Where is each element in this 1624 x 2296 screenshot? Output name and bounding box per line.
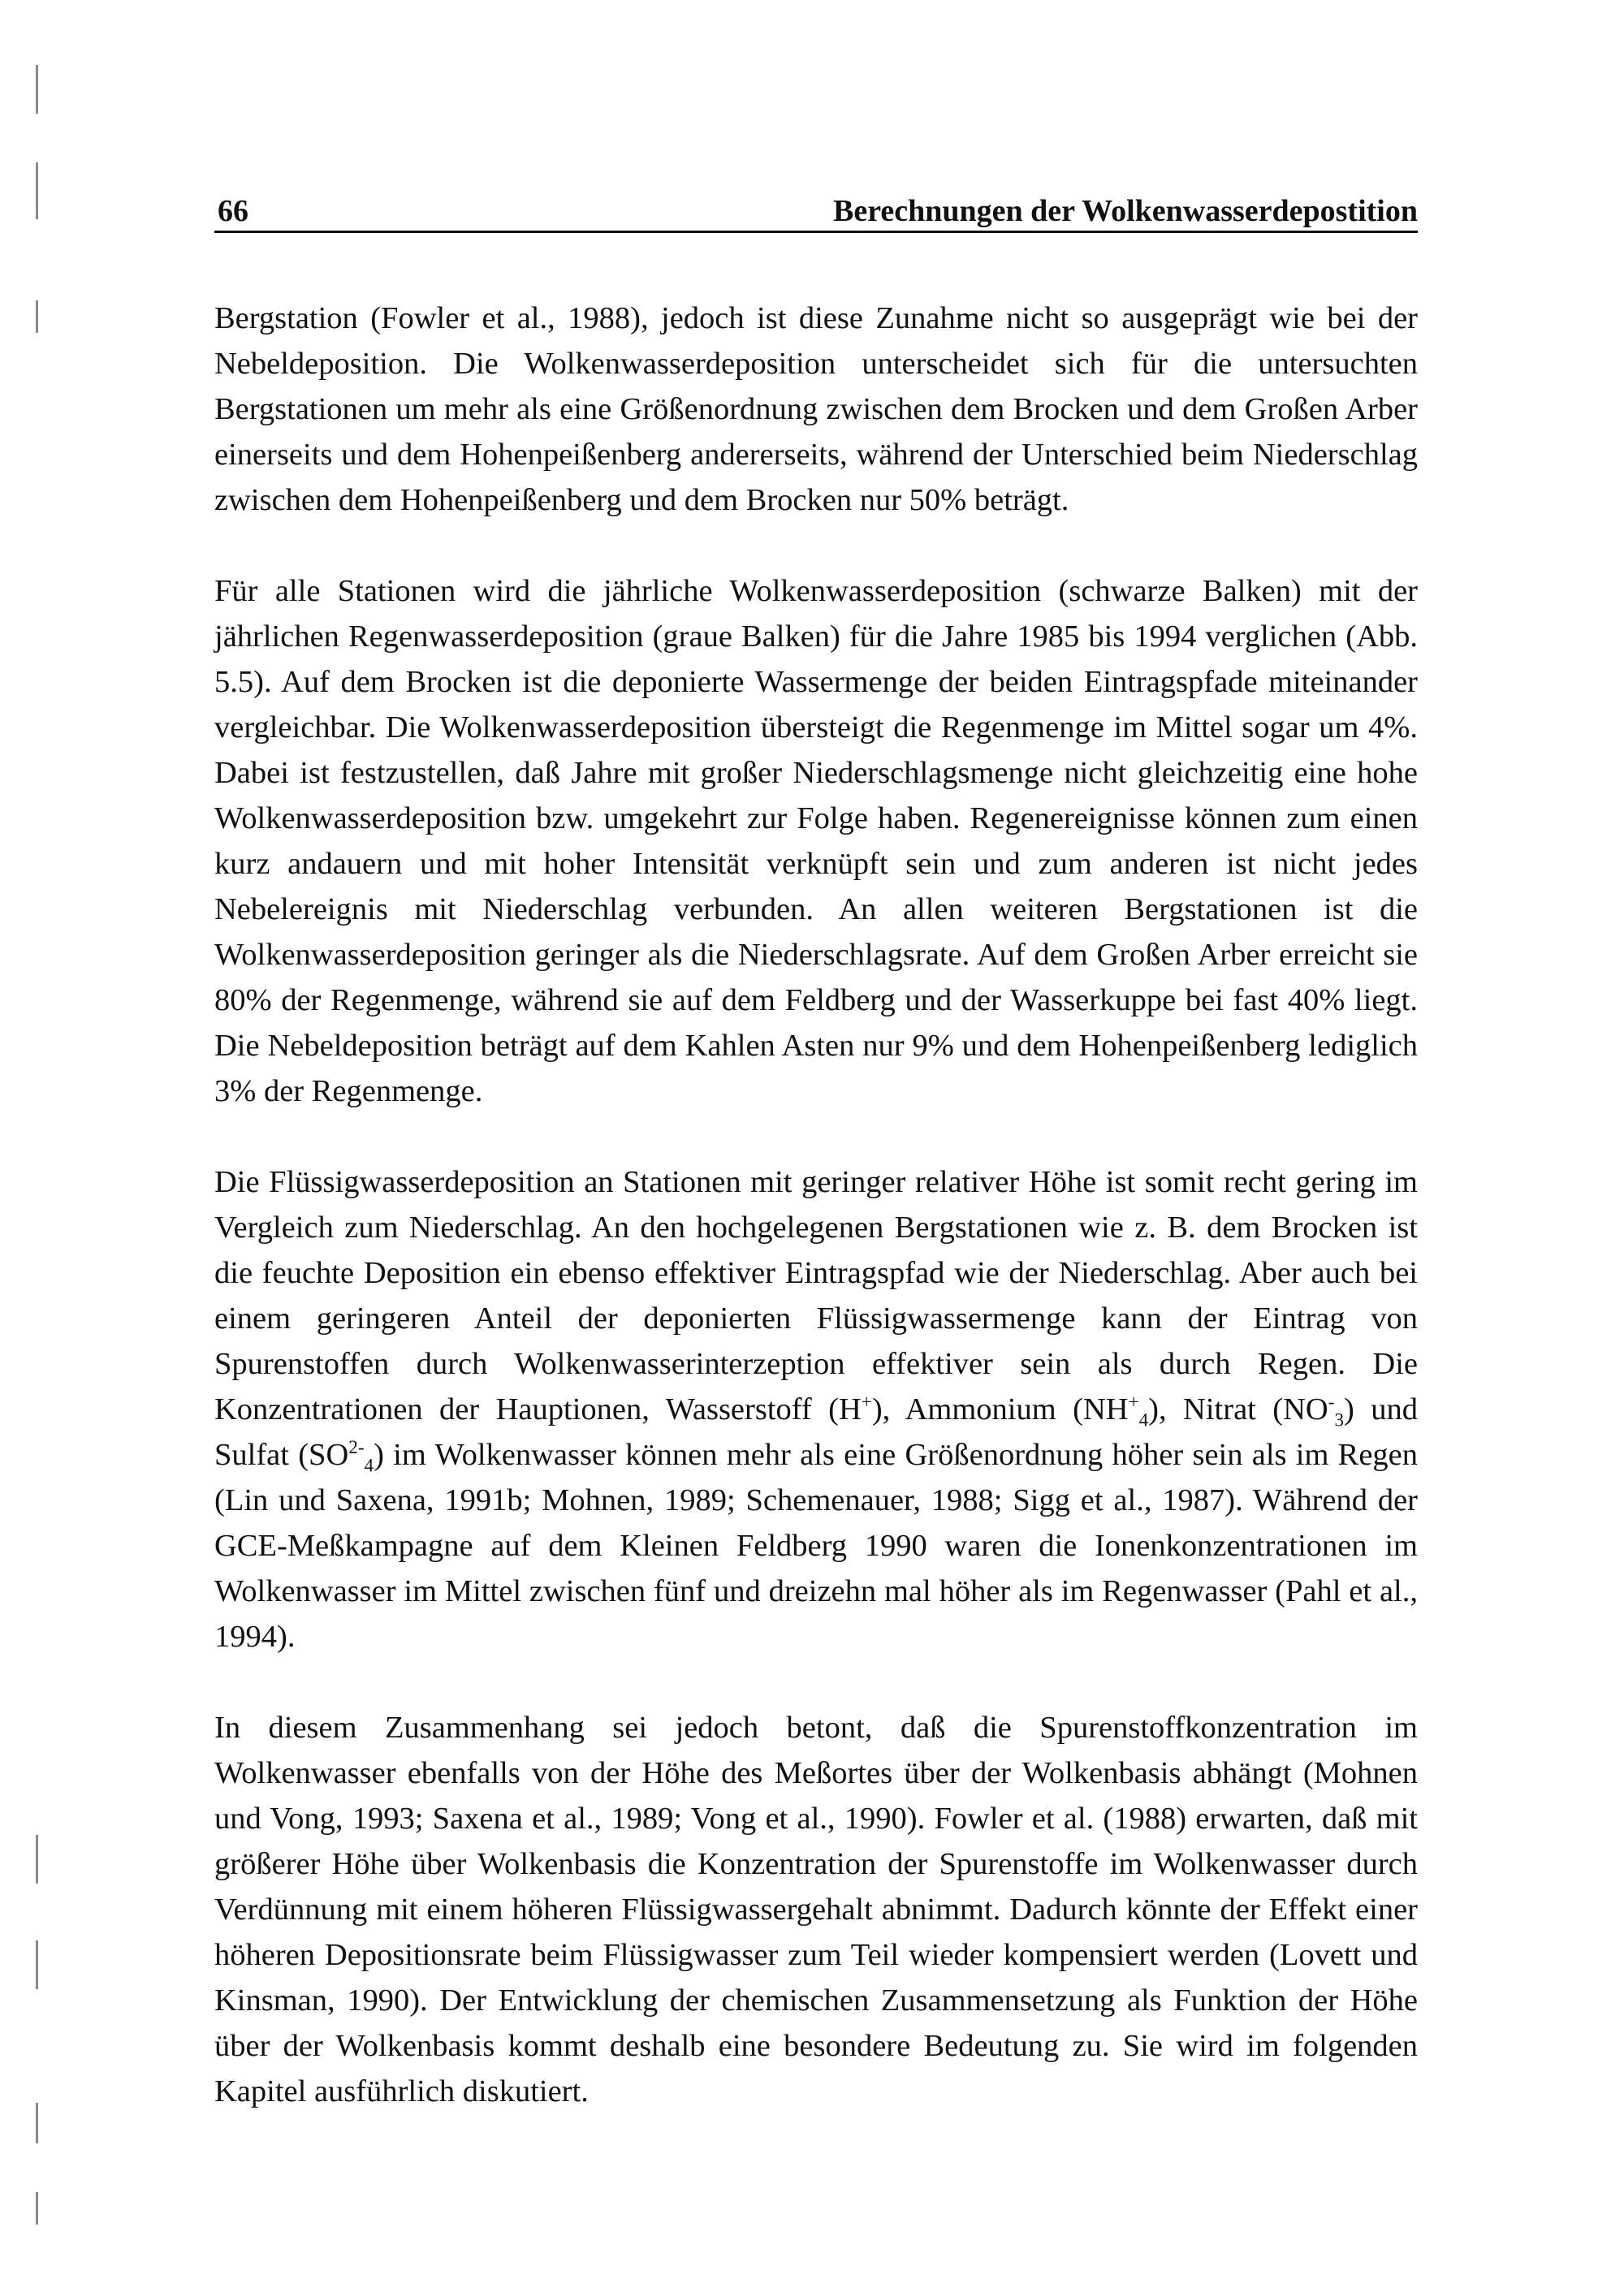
charge-superscript: + bbox=[861, 1391, 872, 1413]
page-header bbox=[214, 190, 1418, 233]
running-title: Berechnungen der Wolkenwasserdepostition bbox=[833, 194, 1418, 228]
page-number: 66 bbox=[218, 194, 248, 228]
scan-margin-mark bbox=[36, 1940, 38, 1989]
scan-margin-mark bbox=[36, 2103, 38, 2143]
charge-superscript: + bbox=[1128, 1391, 1139, 1413]
scan-margin-mark bbox=[36, 2192, 38, 2225]
charge-superscript: - bbox=[1328, 1391, 1335, 1413]
scan-margin-mark bbox=[36, 300, 38, 333]
charge-superscript: 2- bbox=[348, 1436, 365, 1458]
scan-margin-mark bbox=[36, 1835, 38, 1884]
text-run: Die Flüssigwasserdeposition an Stationen mit geringer relativer Höhe ist somit recht gering im Vergleich zum Niederschlag. An den hochgelegenen Bergstationen wie z. B. dem Brocken ist die feuchte Deposition ein ebenso effektiver Eintragspfad wie der Niederschlag. Aber auch bei einem geringeren Anteil der deponierten Flüssigwassermenge kann der Eintrag von Spurenstoffen durch Wolkenwasserinterzeption effektiver sein als durch Regen. Die Konzentrationen der Hauptionen, Wasserstoff (H bbox=[214, 1165, 1418, 1426]
text-run: ), Ammonium (NH bbox=[871, 1392, 1129, 1426]
paragraph: In diesem Zusammenhang sei jedoch betont, daß die Spurenstoffkonzentration im Wolkenwasser ebenfalls von der Höhe des Meßortes über der Wolkenbasis abhängt (Mohnen und Vong, 1993; Saxena et al., 1989; Vong et al., 1990). Fowler et al. (1988) erwarten, daß mit größerer Höhe über Wolkenbasis die Konzentration der Spurenstoffe im Wolkenwasser durch Verdünnung mit einem höheren Flüssigwassergehalt abnimmt. Dadurch könnte der Effekt einer höheren Depositionsrate beim Flüssigwasser zum Teil wieder kompensiert werden (Lovett und Kinsman, 1990). Der Entwicklung der chemischen Zusammensetzung als Funktion der Höhe über der Wolkenbasis kommt deshalb eine besondere Bedeutung zu. Sie wird im folgenden Kapitel ausführlich diskutiert. bbox=[214, 1711, 1418, 2108]
text-run: ), Nitrat (NO bbox=[1148, 1392, 1328, 1426]
paragraph bbox=[214, 1159, 1418, 1659]
text-run: ) und Sulfat (SO bbox=[214, 1392, 1419, 1472]
paragraph: Bergstation (Fowler et al., 1988), jedoch ist diese Zunahme nicht so ausgeprägt wie bei der Nebeldeposition. Die Wolkenwasserdeposition unterscheidet sich für die untersuchten Bergstationen um mehr als eine Größenordnung zwischen dem Brocken und dem Großen Arber einerseits und dem Hohenpeißenberg andererseits, während der Unterschied beim Niederschlag zwischen dem Hohenpeißenberg und dem Brocken nur 50% beträgt. bbox=[214, 301, 1418, 517]
index-subscript: 4 bbox=[364, 1454, 374, 1476]
index-subscript: 4 bbox=[1138, 1409, 1149, 1431]
index-subscript: 3 bbox=[1334, 1409, 1344, 1431]
paragraph: Für alle Stationen wird die jährliche Wolkenwasserdeposition (schwarze Balken) mit der jährlichen Regenwasserdeposition (graue Balken) für die Jahre 1985 bis 1994 verglichen (Abb. 5.5). Auf dem Brocken ist die deponierte Wassermenge der beiden Eintragspfade miteinander vergleichbar. Die Wolkenwasserdeposition übersteigt die Regenmenge im Mittel sogar um 4%. Dabei ist festzustellen, daß Jahre mit großer Niederschlagsmenge nicht gleichzeitig eine hohe Wolkenwasserdeposition bzw. umgekehrt zur Folge haben. Regenereignisse können zum einen kurz andauern und mit hoher Intensität verknüpft sein und zum anderen ist nicht jedes Nebelereignis mit Niederschlag verbunden. An allen weiteren Bergstationen ist die Wolkenwasserdeposition geringer als die Niederschlagsrate. Auf dem Großen Arber erreicht sie 80% der Regenmenge, während sie auf dem Feldberg und der Wasserkuppe bei fast 40% liegt. Die Nebeldeposition beträgt auf dem Kahlen Asten nur 9% und dem Hohenpeißenberg lediglich 3% der Regenmenge. bbox=[214, 574, 1418, 1108]
scan-margin-mark bbox=[36, 65, 38, 114]
scan-margin-mark bbox=[36, 162, 38, 219]
text-run: ) im Wolkenwasser können mehr als eine Größenordnung höher sein als im Regen (Lin und Saxena, 1991b; Mohnen, 1989; Schemenauer, 1988; Sigg et al., 1987). Während der GCE-Meßkampagne auf dem Kleinen Feldberg 1990 waren die Ionenkonzentrationen im Wolkenwasser im Mittel zwischen fünf und dreizehn mal höher als im Regenwasser (Pahl et al., 1994). bbox=[214, 1438, 1419, 1654]
body-text bbox=[214, 296, 1418, 2160]
